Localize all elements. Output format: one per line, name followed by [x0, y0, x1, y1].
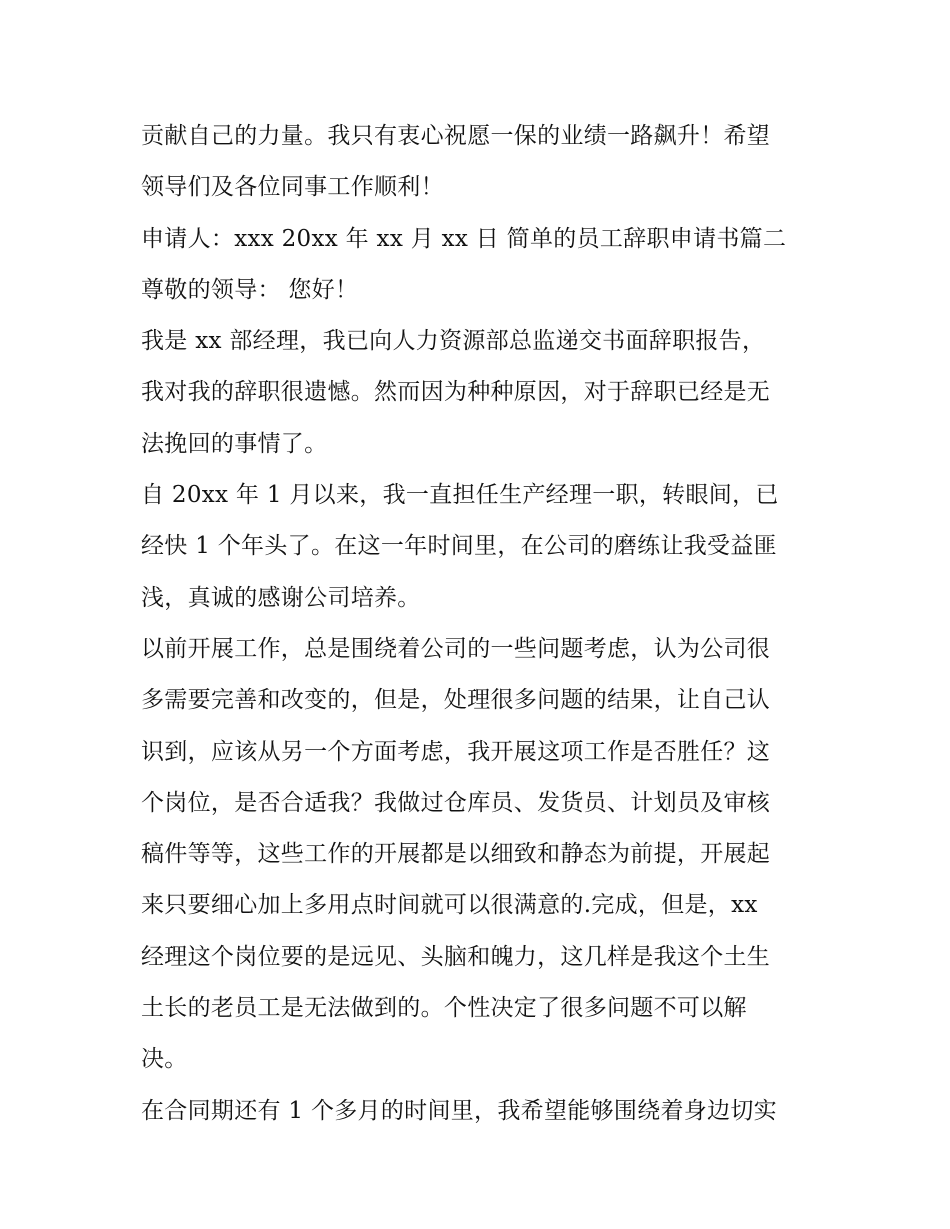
text-line: 在合同期还有 1 个多月的时间里，我希望能够围绕着身边切实: [141, 1097, 777, 1124]
text-line: 个岗位，是否合适我？我做过仓库员、发货员、计划员及审核: [141, 789, 771, 816]
text-line: 以前开展工作，总是围绕着公司的一些问题考虑，认为公司很: [141, 635, 771, 662]
text-line: 土长的老员工是无法做到的。个性决定了很多问题不可以解: [141, 995, 747, 1022]
text-line: 法挽回的事情了。: [141, 430, 328, 457]
text-line: 决。: [141, 1046, 188, 1073]
text-line: 我是 xx 部经理，我已向人力资源部总监递交书面辞职报告，: [141, 328, 766, 355]
text-line: 来只要细心加上多用点时间就可以很满意的.完成，但是，xx: [141, 892, 758, 919]
text-line: 多需要完善和改变的，但是，处理很多问题的结果，让自己认: [141, 687, 771, 714]
text-line: 自 20xx 年 1 月以来，我一直担任生产经理一职，转眼间，已: [141, 482, 779, 509]
text-line: 申请人：xxx 20xx 年 xx 月 xx 日 简单的员工辞职申请书篇二: [141, 225, 787, 252]
text-line: 尊敬的领导： 您好！: [141, 276, 359, 303]
text-line: 经快 1 个年头了。在这一年时间里，在公司的磨练让我受益匪: [141, 533, 777, 560]
text-line: 经理这个岗位要的是远见、头脑和魄力，这几样是我这个土生: [141, 943, 771, 970]
text-line: 贡献自己的力量。我只有衷心祝愿一保的业绩一路飙升！希望: [141, 123, 771, 149]
document-body: [141, 111, 813, 1137]
text-line: 浅，真诚的感谢公司培养。: [141, 584, 421, 611]
text-line: 识到，应该从另一个方面考虑，我开展这项工作是否胜任？这: [141, 738, 771, 765]
text-line: 稿件等等，这些工作的开展都是以细致和静态为前提，开展起: [141, 841, 771, 868]
text-line: 我对我的辞职很遗憾。然而因为种种原因，对于辞职已经是无: [141, 379, 771, 406]
text-line: 领导们及各位同事工作顺利！: [141, 174, 444, 201]
